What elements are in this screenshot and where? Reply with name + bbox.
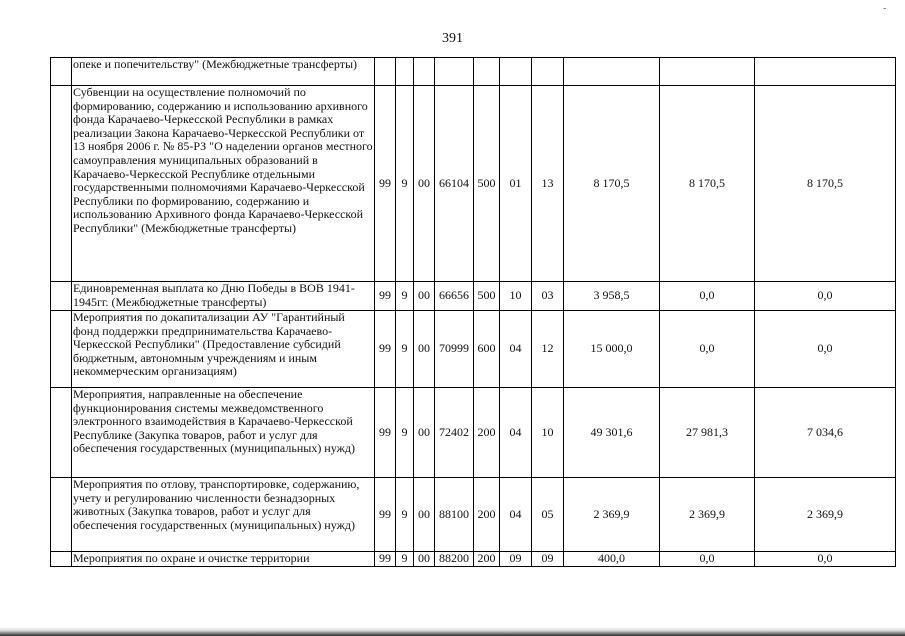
description-cell: Субвенции на осуществление полномочий по формированию, содержанию и использованию архивного фонда Карачаево-Черкесской Республики в рамках реализации Закона Карачаево-Черкесской Республики от 13 ноября 2006 г. № 85-РЗ "О наделении органов местного самоуправления муниципальных образований в Карачаево-Черкесской Республике отдельными государственными полномочиями Карачаево-Черкесской Республики по формированию, содержанию и использованию Архивного фонда Карачаево-Черкесской Республики" (Межбюджетные трансферты)	[72, 86, 375, 282]
code-cell: 05	[532, 478, 564, 552]
code-cell: 66104	[435, 86, 474, 282]
code-cell: 600	[474, 311, 500, 388]
code-cell: 200	[474, 552, 500, 567]
code-cell: 10	[500, 282, 532, 311]
code-cell: 9	[396, 552, 414, 567]
description-cell: Мероприятия, направленные на обеспечение функционирования системы межведомственного электронного взаимодействия в Карачаево-Черкесской Республике (Закупка товаров, работ и услуг для обеспечения государственных (муниципальных) нужд)	[72, 388, 375, 478]
code-cell: 9	[396, 86, 414, 282]
code-cell: 9	[396, 282, 414, 311]
table-row	[51, 311, 896, 388]
code-cell: 72402	[435, 388, 474, 478]
amount-cell: 49 301,6	[564, 388, 660, 478]
code-cell: 99	[375, 311, 396, 388]
code-cell: 12	[532, 311, 564, 388]
code-cell: 09	[500, 552, 532, 567]
amount-cell	[660, 58, 755, 86]
code-cell: 99	[375, 86, 396, 282]
code-cell	[500, 58, 532, 86]
empty-lead-cell	[51, 388, 72, 478]
amount-cell: 2 369,9	[755, 478, 896, 552]
amount-cell: 0,0	[660, 282, 755, 311]
code-cell: 01	[500, 86, 532, 282]
code-cell: 10	[532, 388, 564, 478]
empty-lead-cell	[51, 282, 72, 311]
page-number: 391	[442, 31, 463, 46]
budget-table	[50, 57, 896, 567]
amount-cell: 0,0	[660, 552, 755, 567]
code-cell: 00	[414, 552, 435, 567]
code-cell: 00	[414, 282, 435, 311]
table-row	[51, 478, 896, 552]
code-cell	[474, 58, 500, 86]
code-cell	[414, 58, 435, 86]
code-cell: 66656	[435, 282, 474, 311]
code-cell: 00	[414, 311, 435, 388]
description-cell: Единовременная выплата ко Дню Победы в ВОВ 1941-1945гг. (Межбюджетные трансферты)	[72, 282, 375, 311]
code-cell: 70999	[435, 311, 474, 388]
code-cell: 9	[396, 388, 414, 478]
amount-cell: 0,0	[660, 311, 755, 388]
code-cell: 500	[474, 282, 500, 311]
code-cell: 88200	[435, 552, 474, 567]
code-cell: 09	[532, 552, 564, 567]
code-cell: 00	[414, 388, 435, 478]
code-cell: 99	[375, 388, 396, 478]
table-row	[51, 58, 896, 86]
empty-lead-cell	[51, 478, 72, 552]
table-row	[51, 388, 896, 478]
description-cell: Мероприятия по докапитализации АУ "Гарантийный фонд поддержки предпринимательства Карачаево-Черкесской Республики" (Предоставление субсидий бюджетным, автономным учреждениям и иным некоммерческим организациям)	[72, 311, 375, 388]
code-cell: 200	[474, 478, 500, 552]
amount-cell: 8 170,5	[564, 86, 660, 282]
code-cell: 99	[375, 478, 396, 552]
amount-cell: 3 958,5	[564, 282, 660, 311]
empty-lead-cell	[51, 311, 72, 388]
amount-cell: 7 034,6	[755, 388, 896, 478]
code-cell: 88100	[435, 478, 474, 552]
code-cell: 9	[396, 478, 414, 552]
code-cell	[532, 58, 564, 86]
amount-cell: 15 000,0	[564, 311, 660, 388]
code-cell	[396, 58, 414, 86]
code-cell: 200	[474, 388, 500, 478]
corner-mark: -	[883, 3, 887, 14]
code-cell: 13	[532, 86, 564, 282]
code-cell: 00	[414, 86, 435, 282]
table-row	[51, 86, 896, 282]
code-cell	[375, 58, 396, 86]
scan-bottom-edge	[0, 627, 905, 636]
amount-cell: 0,0	[755, 282, 896, 311]
code-cell: 99	[375, 282, 396, 311]
description-cell: Мероприятия по охране и очистке территории	[72, 552, 375, 567]
code-cell: 9	[396, 311, 414, 388]
code-cell: 500	[474, 86, 500, 282]
empty-lead-cell	[51, 552, 72, 567]
amount-cell: 0,0	[755, 311, 896, 388]
code-cell	[435, 58, 474, 86]
amount-cell: 27 981,3	[660, 388, 755, 478]
description-cell: Мероприятия по отлову, транспортировке, содержанию, учету и регулированию численности безнадзорных животных (Закупка товаров, работ и услуг для обеспечения государственных (муниципальных) нужд)	[72, 478, 375, 552]
code-cell: 04	[500, 388, 532, 478]
amount-cell	[755, 58, 896, 86]
code-cell: 04	[500, 311, 532, 388]
description-cell: опеке и попечительству" (Межбюджетные трансферты)	[72, 58, 375, 86]
empty-lead-cell	[51, 58, 72, 86]
amount-cell: 8 170,5	[755, 86, 896, 282]
table-row	[51, 552, 896, 567]
amount-cell: 2 369,9	[564, 478, 660, 552]
amount-cell: 2 369,9	[660, 478, 755, 552]
empty-lead-cell	[51, 86, 72, 282]
table-row	[51, 282, 896, 311]
code-cell: 00	[414, 478, 435, 552]
code-cell: 03	[532, 282, 564, 311]
table-body	[51, 58, 896, 567]
amount-cell	[564, 58, 660, 86]
amount-cell: 400,0	[564, 552, 660, 567]
code-cell: 04	[500, 478, 532, 552]
amount-cell: 0,0	[755, 552, 896, 567]
amount-cell: 8 170,5	[660, 86, 755, 282]
code-cell: 99	[375, 552, 396, 567]
